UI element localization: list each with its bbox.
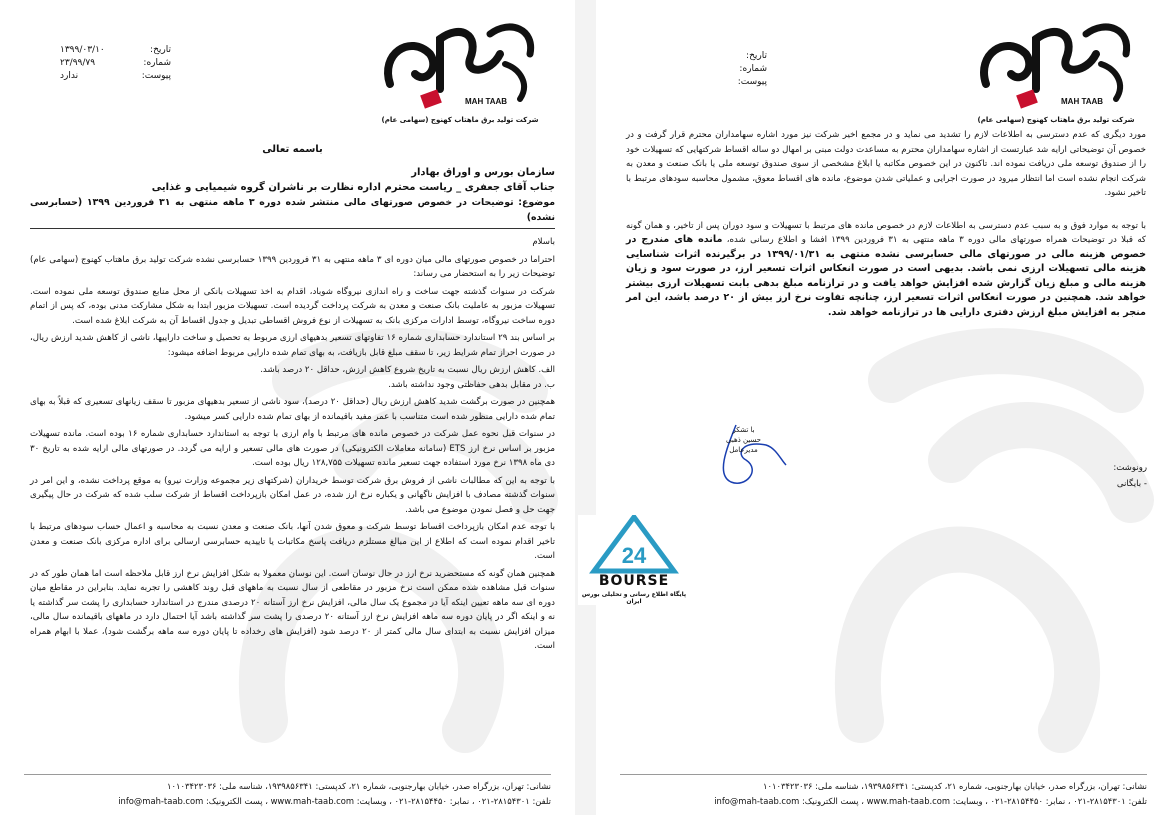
meta-number-row bbox=[60, 57, 171, 70]
bourse24-name: BOURSE bbox=[598, 573, 670, 589]
signature-title: مدیرعامل bbox=[729, 446, 758, 454]
recipient-organization: سازمان بورس و اوراق بهادار bbox=[411, 167, 555, 178]
meta-number-value: ۲۳/۹۹/۷۹ bbox=[60, 58, 96, 68]
signature-name: حسین ذهبی bbox=[726, 436, 761, 444]
paragraph: شرکت در سنوات گذشته جهت ساخت و راه اندازی نیروگاه شوباد، اقدام به اخذ تسهیلات بانکی از محل منابع صندوق توسعه ملی نموده است. تسهیلات مزبور به عاملیت بانک صنعت و معدن به شرکت پرداخت گردیده است. تسهیلات مزبور ابتدا به شکل مشارکت مدنی بوده، که پس از اتمام دوره ساخت نیروگاه، توسط ادارات مرکزی بانک به تسهیلات از نوع فروش اقساطی تبدیل و جدول اقساط آن به شرکت ابلاغ شده است. bbox=[30, 286, 555, 326]
letter-page-1 bbox=[0, 0, 575, 815]
signature-block bbox=[726, 425, 761, 455]
footer-address: نشانی: تهران، بزرگراه صدر، خیابان بهارجنوبی، شماره ۲۱، کدپستی: ۱۹۳۹۸۵۶۳۴۱، شناسه ملی: ۱۰۱۰۳۴۲۳۰۳۶ bbox=[762, 781, 1147, 791]
paragraph-normal-part: با توجه به موارد فوق و به سبب عدم دسترسی به اطلاعات لازم در خصوص مانده های مرتبط با تسهیلات و سود دوران پس از تاخیر، و همان گونه که قبلا در توضیحات همراه صورتهای مالی دوره ۳ ماهه منتهی به ۳۱ فروردین ۱۳۹۹ افشا و اطلاع رسانی شده، bbox=[626, 220, 1147, 245]
paragraph: احتراما در خصوص صورتهای مالی میان دوره ای ۳ ماهه منتهی به ۳۱ فروردین ۱۳۹۹ حسابرسی نشده شرکت تولید برق ماهتاب کهنوج (سهامی عام) توضیحات زیر را به استحضار می رساند: bbox=[30, 254, 555, 279]
carbon-copy bbox=[1113, 460, 1147, 492]
bourse24-emblem-icon bbox=[578, 515, 690, 575]
meta-date-row bbox=[60, 44, 171, 57]
meta-date-label: تاریخ: bbox=[746, 51, 767, 61]
paragraph: مورد دیگری که عدم دسترسی به اطلاعات لازم را تشدید می نماید و در مجمع اخیر شرکت نیز مورد اشاره سهامداران محترم قرار گرفت و در خصوص آن توضیحاتی ارایه شد عبارتست از اشاره سهامداران محترم به مساعدت دولت مبنی بر امهال دو ساله اقساط شرکتهایی که تسهیلات خود را از صندوق توسعه ملی دریافت نموده اند. تاکنون در این خصوص مکاتبه یا ابلاغ مشخصی از سوی صندوق توسعه ملی یا بانک صنعت و معدن به شرکت انجام نشده است اما انتظار میرود در صورت اجرایی و عملیاتی شدن موضوع، مانده های اقساط معوق، مشمول محاسبه سودهای مرتبط با تاخیر نشود. bbox=[626, 130, 1146, 198]
meta-date-value: ۱۳۹۹/۰۳/۱۰ bbox=[60, 45, 105, 55]
paragraph: همچنین در صورت برگشت شدید کاهش ارزش ریال (حداقل ۲۰ درصد)، سود ناشی از تسعیر بدهیهای مزبور تا سقف زیانهای تسعیری که قبلاً به بهای تمام شده دارایی منظور شده است متناسب با عمر مفید باقیمانده از بهای تمام شده دارایی کسر میشود. bbox=[30, 397, 555, 422]
letter-footer bbox=[24, 774, 551, 809]
subject-divider bbox=[30, 228, 555, 229]
meta-attachment-value bbox=[656, 76, 711, 89]
meta-attachment-row bbox=[60, 70, 171, 83]
meta-number-value bbox=[656, 63, 711, 76]
cc-title: رونوشت: bbox=[1113, 463, 1147, 473]
letter-page-2 bbox=[596, 0, 1171, 815]
meta-date-label: تاریخ: bbox=[150, 45, 171, 55]
letter-body bbox=[30, 142, 555, 657]
svg-text:24: 24 bbox=[621, 543, 647, 568]
letter-footer bbox=[620, 774, 1147, 809]
company-logo bbox=[370, 14, 550, 124]
svg-text:MAH TAAB: MAH TAAB bbox=[465, 97, 508, 106]
paragraph: همچنین همان گونه که مستحضرید نرخ ارز در حال نوسان است. این نوسان معمولا به شکل افزایش نرخ ارز قابل ملاحظه است اما همان طور که در سنوات قبل مشاهده شده ممکن است نرخ مزبور در مقاطعی از سال نسبت به ماههای قبل روند کاهشی را تجربه نماید. بنابراین در مقاطع میان دوره ای سه ماهه تعیین اینکه آیا در مجموع یک سال مالی، افزایش نرخ ارز آستانه ۲۰ درصدی مندرج در استاندارد حسابداری را پشت سر گذاشته یا نه و اینکه اگر در پایان دوره سه ماهه افزایش نرخ ارز آستانه ۲۰ درصدی را پشت سر گذاشته باشد آیا احتمال دارد در ماههای باقیمانده سال مالی، میزان افزایش نسبت به ابتدای سال مالی کمتر از ۲۰ درصد شود (افزایش های رخداده تا پایان دوره سه ماهه برگشت شود)، عملا با ابهام همراه است. bbox=[30, 568, 556, 651]
paragraph: الف. کاهش ارزش ریال نسبت به تاریخ شروع کاهش ارزش، حداقل ۲۰ درصد باشد. bbox=[260, 365, 555, 375]
meta-number-label: شماره: bbox=[739, 64, 767, 74]
paragraph: با توجه عدم امکان بازپرداخت اقساط توسط شرکت و معوق شدن آنها، بانک صنعت و معدن نسبت به محاسبه و اعمال حساب سودهای مرتبط با تاخیر اقدام نموده است که اطلاع از این مبالغ مستلزم دریافت پاسخ مکاتبات یا تاییدیه حسابرسی ارسالی برای اداره مرکزی بانک صنعت و معدن است. bbox=[30, 522, 555, 561]
signature-thanks: با تشکر bbox=[732, 426, 755, 434]
footer-contact: تلفن: ۲۸۱۵۴۳۰۱-۰۲۱ ، نمابر: ۲۸۱۵۴۴۵۰-۰۲۱ ، وبسایت: www.mah-taab.com ، پست الکترونیک: info@mah-taab.com bbox=[714, 796, 1147, 806]
company-name-line: شرکت تولید برق ماهتاب کهنوج (سهامی عام) bbox=[977, 116, 1135, 124]
mahtaab-logo-icon bbox=[370, 14, 550, 114]
footer-rule bbox=[24, 774, 551, 775]
bourse24-logo bbox=[578, 515, 690, 605]
page-gap bbox=[575, 0, 596, 815]
footer-rule bbox=[620, 774, 1147, 775]
meta-date-row bbox=[656, 50, 767, 63]
paragraph: بر اساس بند ۲۹ استاندارد حسابداری شماره ۱۶ تفاوتهای تسعیر بدهیهای ارزی مربوط به تحصیل و ساخت داراییها، ناشی از کاهش شدید ارزش ریال، در صورت احراز تمام شرایط زیر، تا سقف مبلغ قابل بازیافت، به بهای تمام شده دارایی مربوط اضافه میشود: bbox=[30, 333, 555, 358]
letter-body bbox=[626, 128, 1146, 323]
meta-attachment-label: پیوست: bbox=[737, 77, 767, 87]
greeting: باسلام bbox=[532, 237, 555, 247]
svg-text:MAH TAAB: MAH TAAB bbox=[1061, 97, 1104, 106]
recipient-person: جناب آقای جعفری _ ریاست محترم اداره نظارت بر ناشران گروه شیمیایی و غذایی bbox=[151, 182, 555, 193]
meta-attachment-label: پیوست: bbox=[141, 71, 171, 81]
footer-address: نشانی: تهران، بزرگراه صدر، خیابان بهارجنوبی، شماره ۲۱، کدپستی: ۱۹۳۹۸۵۶۳۴۱، شناسه ملی: ۱۰۱۰۳۴۲۳۰۳۶ bbox=[166, 781, 551, 791]
company-name-line: شرکت تولید برق ماهتاب کهنوج (سهامی عام) bbox=[381, 116, 539, 124]
bourse24-tagline: پایگاه اطلاع رسانی و تحلیلی بورس ایران bbox=[581, 591, 687, 605]
cc-item: - بایگانی bbox=[1116, 479, 1147, 489]
meta-attachment-value: ندارد bbox=[60, 71, 79, 81]
company-logo bbox=[966, 14, 1146, 124]
basmala: باسمه تعالی bbox=[262, 144, 323, 155]
meta-attachment-row bbox=[656, 76, 767, 89]
mahtaab-logo-icon bbox=[966, 14, 1146, 114]
paragraph: ب. در مقابل بدهی حفاظتی وجود نداشته باشد. bbox=[388, 379, 555, 390]
watermark-logo-icon bbox=[801, 300, 1171, 800]
meta-number-label: شماره: bbox=[143, 58, 171, 68]
paragraph bbox=[626, 219, 1146, 321]
footer-contact: تلفن: ۲۸۱۵۴۳۰۱-۰۲۱ ، نمابر: ۲۸۱۵۴۴۵۰-۰۲۱ ، وبسایت: www.mah-taab.com ، پست الکترونیک: info@mah-taab.com bbox=[118, 796, 551, 806]
meta-number-row bbox=[656, 63, 767, 76]
letter-subject: موضوع: توضیحات در خصوص صورتهای مالی منتشر شده دوره ۳ ماهه منتهی به ۳۱ فروردین ۱۳۹۹ (حسابرسی نشده) bbox=[30, 197, 556, 223]
meta-date-value bbox=[656, 50, 711, 63]
letter-meta bbox=[656, 50, 767, 89]
paragraph: با توجه به این که مطالبات ناشی از فروش برق شرکت توسط خریداران (شرکتهای زیر مجموعه وزارت نیرو) به موقع پرداخت نشده، و این امر در سنوات گذشته مصادف با افزایش ناگهانی و یکباره نرخ ارز شده، در عمل امکان بازپرداخت اقساط از شرکت سلب شده که شرکت در حال پیگیری جهت حل و فصل نمودن موضوع می باشد. bbox=[30, 475, 555, 515]
letter-meta bbox=[60, 44, 171, 83]
paragraph: در سنوات قبل نحوه عمل شرکت در خصوص مانده های مرتبط با وام ارزی با توجه به استاندارد حسابداری شماره ۱۶ بوده است. مانده تسهیلات مزبور بر اساس نرخ ارز ETS (سامانه معاملات الکترونیکی) در صورت های مالی تسعیر و ارایه می گردد. در صورتهای مالی ارایه شده به تاریخ ۳۰ دی ماه ۱۳۹۸ نرخ مورد استفاده جهت تسعیر مانده تسهیلات ۱۲۸,۷۵۵ ریال بوده است. bbox=[30, 429, 555, 468]
paragraph-bold-part: مانده های مندرج در خصوص هزینه مالی در صورتهای مالی حسابرسی نشده منتهی به ۱۳۹۹/۰۱/۳۱ در برگیرنده اثرات شناسایی هزینه مالی تسهیلات ارزی نمی باشد. بدیهی است در صورت انعکاس اثرات تسعیر ارز، در صورت سود و زیان هزینه مالی و مبلغ زیان گزارش شده افزایش خواهد یافت و در ترازنامه مبلغ بدهی بابت تسهیلات ارزی بیشتر خواهد شد. همچنین در صورت انعکاس اثرات تسعیر ارز، چنانچه تفاوت نرخ ارز بیش از ۲۰ درصد باشد، این امر منجر به افزایش مبلغ ارزش دفتری دارایی ها در ترازنامه خواهد شد. bbox=[626, 234, 1146, 318]
